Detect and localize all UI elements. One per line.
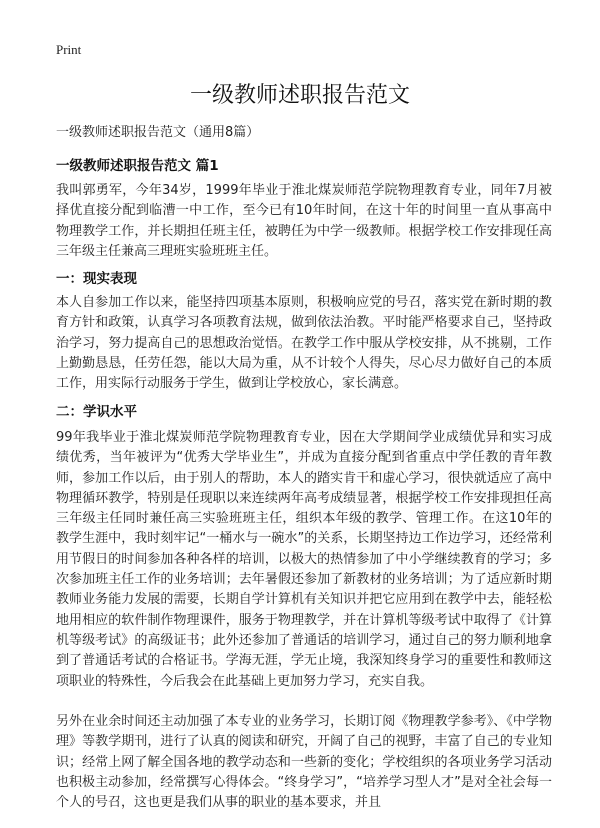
knowledge-paragraph: 99年我毕业于淮北煤炭师范学院物理教育专业，因在大学期间学业成绩优异和实习成绩优秀，当年被评为“优秀大学毕业生”，并成为直接分配到省重点中学任教的青年教师，参加工作以后，由于别人的帮助，本人的踏实肯干和虚心学习，很快就适应了高中物理循环教学，特别是任现职以来连续两年高考成绩显著，根据学校工作安排现担任高三年级主任同时兼任高三实验班班主任，组织本年级的教学、管理工作。在这10年的教学生涯中，我时刻牢记“一桶水与一碗水”的关系，长期坚持边工作边学习，还经常利用节假日的时间参加各种各样的培训，以极大的热情参加了中小学继续教育的学习；多次参加班主任工作的业务培训；去年暑假还参加了新教材的业务培训；为了适应新时期教师业务能力发展的需要，长期自学计算机有关知识并把它应用到在教学中去，能轻松地用相应的软件制作物理课件，服务于物理教学，并在计算机等级考试中取得了《计算机等级考试》的高级证书；此外还参加了普通话的培训学习，通过自己的努力顺利地拿到了普通话考试的合格证书。学海无涯，学无止境，我深知终身学习的重要性和教师这项职业的特殊性，今后我会在此基础上更加努力学习，充实自我。: [56, 430, 552, 689]
intro-paragraph: 我叫郭勇军，今年34岁，1999年毕业于淮北煤炭师范学院物理教育专业，同年7月被择优直接分配到临漕一中工作，至今已有10年时间，在这十年的时间里一直从事高中物理教学工作，并长期担任班主任，被聘任为中学一级教师。根据学校工作安排现任高三年级主任兼高三理班实验班班主任。: [56, 183, 552, 259]
section-heading-knowledge: 二：学识水平: [56, 404, 137, 420]
knowledge-paragraph-continued: 另外在业余时间还主动加强了本专业的业务学习，长期订阅《物理教学参考》、《中学物理》等教学期刊，进行了认真的阅读和研究，开阔了自己的视野，丰富了自己的专业知识；经常上网了解全国各地的教学动态和一些新的变化；学校组织的各项业务学习活动也积极主动参加，经常撰写心得体会。“终身学习”，“培养学习型人才”是对全社会每一个人的号召，这也更是我们从事的职业的基本要求，并且: [56, 714, 552, 811]
section-heading-performance: 一：现实表现: [56, 271, 137, 287]
performance-paragraph: 本人自参加工作以来，能坚持四项基本原则，积极响应党的号召，落实党在新时期的教育方针和政策，认真学习各项教育法规，做到依法治教。平时能严格要求自己，坚持政治学习，努力提高自己的思想政治觉悟。在教学工作中服从学校安排，从不挑剔，工作上勤勤恳恳，任劳任怨，能以大局为重，从不计较个人得失，尽心尽力做好自己的本质工作，用实际行动服务于学生，做到让学校放心，家长满意。: [56, 295, 552, 392]
page-title: 一级教师述职报告范文: [189, 83, 410, 108]
print-link[interactable]: Print: [56, 42, 82, 57]
document-subtitle: 一级教师述职报告范文（通用8篇）: [56, 125, 260, 140]
piece-heading: 一级教师述职报告范文 篇1: [56, 158, 219, 174]
